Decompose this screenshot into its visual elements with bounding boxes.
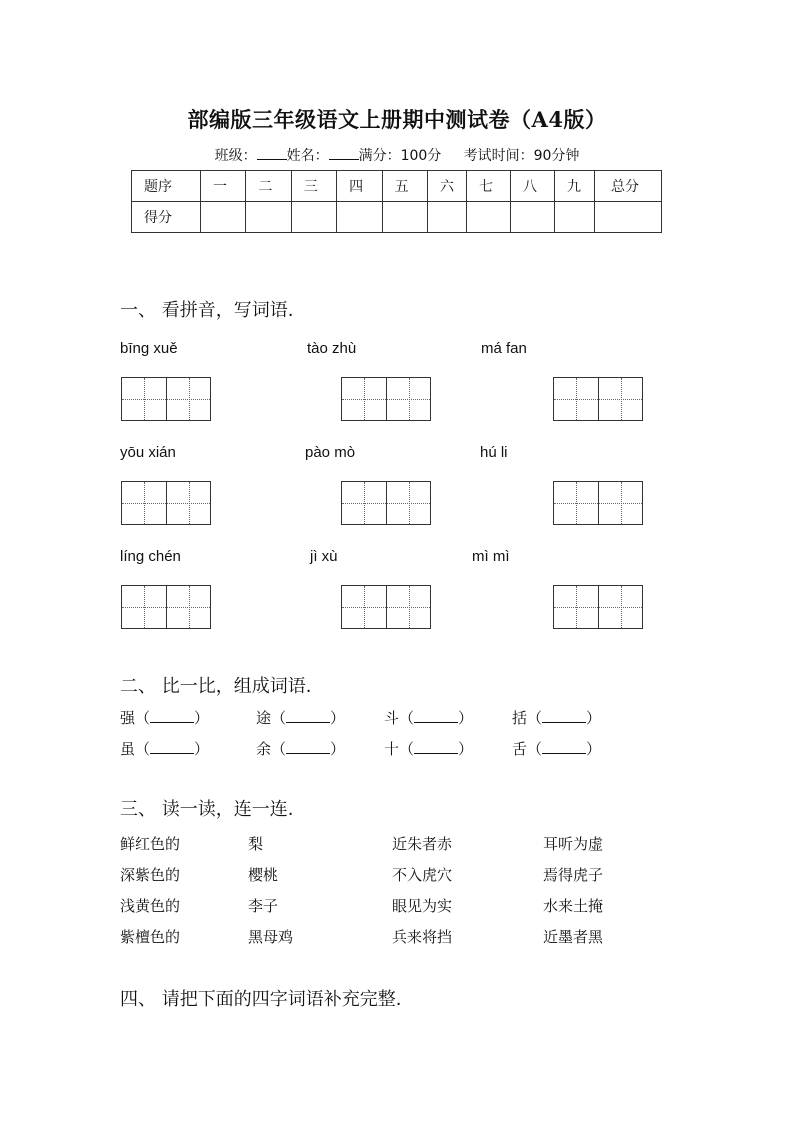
score-table: [131, 170, 662, 233]
compare-char: 虽: [120, 740, 136, 758]
match-word[interactable]: 近墨者黑: [543, 928, 604, 946]
section2-heading: 二、 比一比，组成词语.: [120, 676, 312, 697]
writing-grid[interactable]: [553, 377, 643, 421]
score-header-cell: 四: [337, 171, 382, 202]
match-word[interactable]: 黑母鸡: [248, 928, 294, 946]
match-word[interactable]: 不入虎穴: [392, 866, 453, 884]
writing-grid[interactable]: [121, 481, 211, 525]
writing-grid[interactable]: [341, 481, 431, 525]
writing-grid[interactable]: [121, 585, 211, 629]
class-label: 班级：: [214, 148, 257, 164]
score-header-cell: 六: [428, 171, 467, 202]
answer-blank[interactable]: [150, 739, 194, 754]
writing-grid[interactable]: [553, 481, 643, 525]
compare-item: 余（ ）: [256, 740, 346, 758]
pinyin-7: líng chén: [120, 548, 181, 565]
score-header-row: [132, 171, 662, 202]
compare-item: 强（ ）: [120, 709, 210, 727]
score-header-cell: 五: [382, 171, 427, 202]
score-header-cell: 二: [246, 171, 291, 202]
score-header-cell: 三: [291, 171, 336, 202]
compare-item: 途（ ）: [256, 709, 346, 727]
match-word[interactable]: 耳听为虚: [543, 835, 604, 853]
pinyin-2: tào zhù: [307, 340, 357, 357]
score-cell[interactable]: [382, 202, 427, 233]
compare-item: 虽（ ）: [120, 740, 210, 758]
match-word[interactable]: 李子: [248, 897, 279, 915]
compare-char: 十: [384, 740, 400, 758]
match-word[interactable]: 水来土掩: [543, 897, 604, 915]
score-cell[interactable]: [595, 202, 662, 233]
section4-heading: 四、 请把下面的四字词语补充完整.: [120, 989, 402, 1010]
match-word[interactable]: 近朱者赤: [392, 835, 453, 853]
score-cell[interactable]: [511, 202, 555, 233]
section1-heading: 一、 看拼音，写词语.: [120, 300, 294, 321]
match-word[interactable]: 鲜红色的: [120, 835, 181, 853]
compare-char: 余: [256, 740, 272, 758]
match-word[interactable]: 深紫色的: [120, 866, 181, 884]
compare-char: 斗: [384, 709, 400, 727]
compare-char: 强: [120, 709, 136, 727]
writing-grid[interactable]: [121, 377, 211, 421]
answer-blank[interactable]: [286, 708, 330, 723]
score-row-label: 得分: [132, 202, 201, 233]
compare-char: 途: [256, 709, 272, 727]
compare-char: 舌: [512, 740, 528, 758]
writing-grid[interactable]: [341, 377, 431, 421]
answer-blank[interactable]: [286, 739, 330, 754]
exam-time: 考试时间：90分钟: [463, 148, 580, 164]
answer-blank[interactable]: [542, 739, 586, 754]
answer-blank[interactable]: [150, 708, 194, 723]
pinyin-8: jì xù: [310, 548, 338, 565]
match-word[interactable]: 浅黄色的: [120, 897, 181, 915]
compare-item: 舌（ ）: [512, 740, 602, 758]
answer-blank[interactable]: [414, 708, 458, 723]
score-cell[interactable]: [467, 202, 511, 233]
match-word[interactable]: 焉得虎子: [543, 866, 604, 884]
match-word[interactable]: 眼见为实: [392, 897, 453, 915]
match-word[interactable]: 兵来将挡: [392, 928, 453, 946]
full-score: 满分：100分: [358, 148, 442, 164]
pinyin-4: yōu xián: [120, 444, 176, 461]
compare-item: 十（ ）: [384, 740, 474, 758]
score-cell[interactable]: [428, 202, 467, 233]
match-word[interactable]: 紫檀色的: [120, 928, 181, 946]
match-word[interactable]: 梨: [248, 835, 264, 853]
match-word[interactable]: 樱桃: [248, 866, 279, 884]
writing-grid[interactable]: [553, 585, 643, 629]
score-cell[interactable]: [246, 202, 291, 233]
score-header-cell: 七: [467, 171, 511, 202]
score-header-cell: 一: [201, 171, 246, 202]
compare-item: 括（ ）: [512, 709, 602, 727]
score-value-row: [132, 202, 662, 233]
section3-heading: 三、 读一读，连一连.: [120, 799, 294, 820]
score-header-cell: 总分: [595, 171, 662, 202]
writing-grid[interactable]: [341, 585, 431, 629]
pinyin-9: mì mì: [472, 548, 510, 565]
answer-blank[interactable]: [542, 708, 586, 723]
class-blank[interactable]: [257, 147, 287, 160]
name-label: 姓名：: [286, 148, 329, 164]
score-header-cell: 题序: [132, 171, 201, 202]
compare-item: 斗（ ）: [384, 709, 474, 727]
score-cell[interactable]: [337, 202, 382, 233]
pinyin-5: pào mò: [305, 444, 356, 461]
compare-char: 括: [512, 709, 528, 727]
score-header-cell: 八: [511, 171, 555, 202]
score-cell[interactable]: [291, 202, 336, 233]
exam-info: [0, 145, 794, 165]
page-title: 部编版三年级语文上册期中测试卷（A4版）: [187, 107, 607, 132]
score-header-cell: 九: [555, 171, 595, 202]
pinyin-1: bīng xuě: [120, 340, 178, 357]
pinyin-3: má fan: [481, 340, 527, 357]
name-blank[interactable]: [329, 147, 359, 160]
score-cell[interactable]: [201, 202, 246, 233]
answer-blank[interactable]: [414, 739, 458, 754]
score-cell[interactable]: [555, 202, 595, 233]
pinyin-6: hú li: [480, 444, 508, 461]
